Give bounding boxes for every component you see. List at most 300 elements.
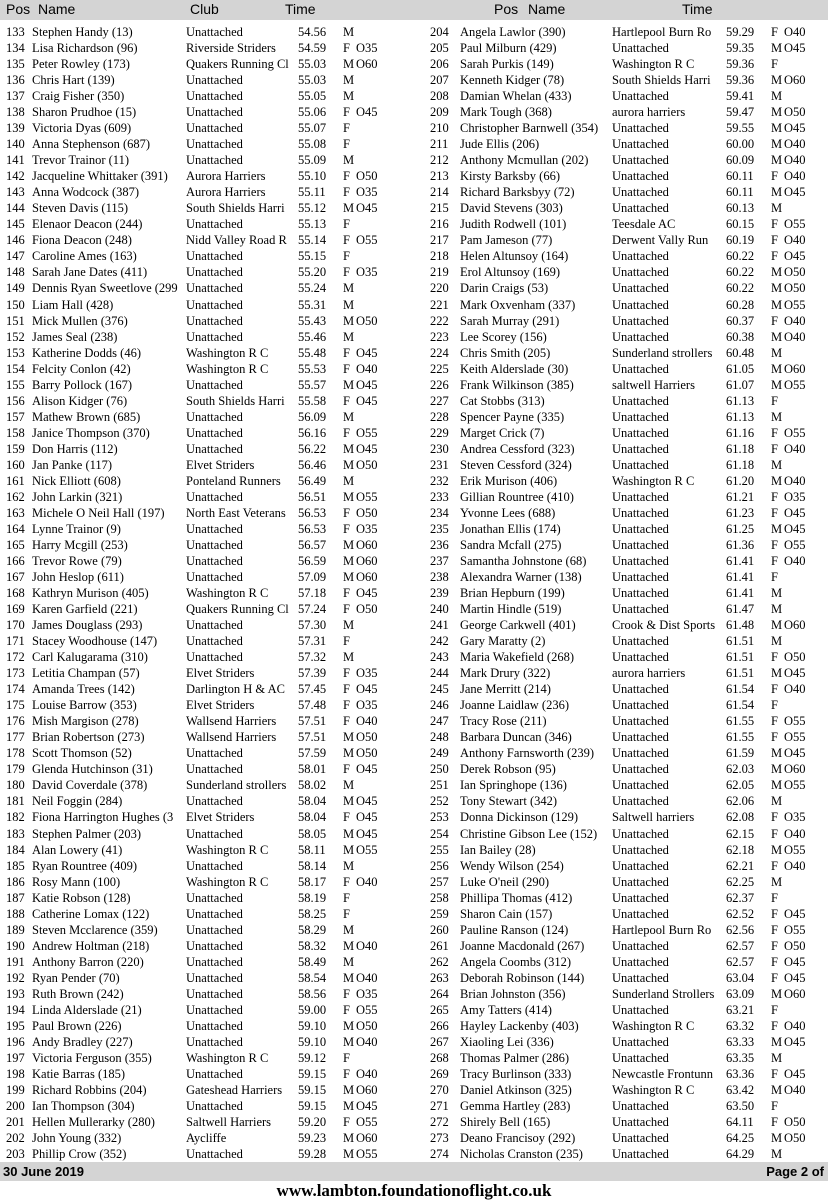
result-row — [6, 104, 396, 120]
result-pos: 217 — [430, 233, 449, 248]
result-row — [430, 537, 820, 553]
result-cat: O40 — [784, 233, 806, 248]
result-name: Glenda Hutchinson (31) — [32, 762, 153, 777]
result-time: 55.05 — [298, 89, 327, 104]
result-name: Derek Robson (95) — [460, 762, 556, 777]
result-cat: O40 — [784, 329, 806, 344]
result-time: 62.18 — [726, 842, 755, 857]
result-time: 62.03 — [726, 762, 755, 777]
result-row — [6, 88, 396, 104]
result-sex: F — [343, 345, 350, 360]
result-sex: M — [771, 842, 783, 857]
result-row — [430, 681, 820, 697]
result-row — [430, 377, 820, 393]
result-pos: 193 — [6, 986, 25, 1001]
result-row — [430, 970, 820, 986]
result-row — [6, 970, 396, 986]
result-pos: 144 — [6, 201, 25, 216]
result-row — [430, 633, 820, 649]
result-time: 58.56 — [298, 986, 327, 1001]
result-pos: 181 — [6, 794, 25, 809]
result-club: Unattached — [612, 586, 669, 601]
result-time: 56.53 — [298, 505, 327, 520]
result-name: Fiona Harrington Hughes (3 — [32, 810, 174, 825]
result-cat: O45 — [784, 666, 806, 681]
result-sex: M — [343, 489, 355, 504]
result-row — [430, 505, 820, 521]
result-row — [430, 248, 820, 264]
result-name: Christopher Barnwell (354) — [460, 121, 599, 136]
result-club: Unattached — [612, 698, 669, 713]
result-cat: O45 — [784, 185, 806, 200]
result-name: Damian Whelan (433) — [460, 89, 572, 104]
result-cat: O45 — [356, 345, 378, 360]
result-pos: 203 — [6, 1147, 25, 1162]
result-row — [6, 216, 396, 232]
result-club: Unattached — [186, 794, 243, 809]
result-cat: O50 — [784, 650, 806, 665]
result-time: 59.00 — [298, 1002, 327, 1017]
result-pos: 242 — [430, 634, 449, 649]
result-row — [430, 874, 820, 890]
result-row — [430, 216, 820, 232]
result-pos: 206 — [430, 57, 449, 72]
header-time: Time — [285, 1, 316, 17]
result-sex: M — [343, 650, 355, 665]
result-name: Katie Robson (128) — [32, 890, 131, 905]
result-club: Unattached — [186, 1099, 243, 1113]
result-time: 63.42 — [726, 1082, 755, 1097]
result-pos: 246 — [430, 698, 449, 713]
result-name: Pauline Ranson (124) — [460, 922, 569, 937]
result-name: Victoria Ferguson (355) — [32, 1050, 152, 1065]
result-sex: F — [771, 826, 778, 841]
result-sex: F — [771, 890, 778, 905]
result-time: 58.02 — [298, 778, 327, 793]
result-name: Tracy Rose (211) — [460, 714, 547, 729]
result-pos: 235 — [430, 521, 449, 536]
result-name: Andrew Holtman (218) — [32, 938, 150, 953]
result-club: Unattached — [186, 858, 243, 873]
result-pos: 211 — [430, 137, 449, 152]
result-pos: 220 — [430, 281, 449, 296]
result-pos: 253 — [430, 810, 449, 825]
result-pos: 167 — [6, 570, 25, 585]
result-sex: M — [771, 153, 783, 168]
result-pos: 139 — [6, 121, 25, 136]
result-row — [6, 745, 396, 761]
result-name: Jacqueline Whittaker (391) — [32, 169, 168, 184]
result-time: 61.51 — [726, 634, 755, 649]
result-club: Unattached — [186, 441, 243, 456]
result-time: 61.16 — [726, 425, 755, 440]
result-row — [6, 761, 396, 777]
result-time: 63.33 — [726, 1034, 755, 1049]
result-time: 62.37 — [726, 890, 755, 905]
result-club: Unattached — [612, 874, 669, 889]
footer-url[interactable]: www.lambton.foundationoflight.co.uk — [276, 1181, 552, 1200]
result-row — [430, 858, 820, 874]
result-club: Unattached — [186, 121, 243, 136]
result-pos: 141 — [6, 153, 25, 168]
result-pos: 137 — [6, 89, 25, 104]
result-pos: 269 — [430, 1066, 449, 1081]
result-sex: F — [343, 233, 350, 248]
result-cat: O35 — [784, 810, 806, 825]
result-cat: O45 — [356, 105, 378, 120]
result-time: 57.51 — [298, 730, 327, 745]
result-cat: O50 — [784, 105, 806, 120]
result-time: 55.14 — [298, 233, 327, 248]
result-row — [6, 1066, 396, 1082]
result-sex: M — [343, 201, 355, 216]
result-row — [6, 264, 396, 280]
result-sex: M — [343, 618, 355, 633]
result-sex: F — [771, 217, 778, 232]
result-sex: F — [771, 858, 778, 873]
result-cat: O40 — [784, 826, 806, 841]
result-time: 63.50 — [726, 1099, 755, 1113]
result-row — [430, 842, 820, 858]
result-club: Unattached — [186, 1002, 243, 1017]
result-sex: F — [771, 698, 778, 713]
result-cat: O50 — [356, 169, 378, 184]
result-cat: O35 — [356, 666, 378, 681]
result-row — [430, 569, 820, 585]
result-pos: 198 — [6, 1066, 25, 1081]
result-pos: 189 — [6, 922, 25, 937]
result-name: Mark Tough (368) — [460, 105, 552, 120]
result-row — [430, 1114, 820, 1130]
result-pos: 158 — [6, 425, 25, 440]
result-cat: O55 — [784, 425, 806, 440]
result-name: Sharon Cain (157) — [460, 906, 553, 921]
footer-page: Page 2 of — [766, 1164, 824, 1179]
result-pos: 191 — [6, 954, 25, 969]
result-sex: M — [771, 602, 783, 617]
result-pos: 166 — [6, 553, 25, 568]
result-cat: O40 — [784, 553, 806, 568]
result-club: Unattached — [612, 650, 669, 665]
result-time: 64.11 — [726, 1115, 754, 1130]
result-time: 58.04 — [298, 810, 327, 825]
result-name: Deborah Robinson (144) — [460, 970, 585, 985]
result-row — [430, 1050, 820, 1066]
result-cat: O45 — [784, 954, 806, 969]
result-pos: 174 — [6, 682, 25, 697]
result-name: Jane Merritt (214) — [460, 682, 551, 697]
result-name: Alexandra Warner (138) — [460, 570, 582, 585]
result-row — [430, 1002, 820, 1018]
result-time: 58.19 — [298, 890, 327, 905]
result-sex: M — [771, 778, 783, 793]
result-time: 61.41 — [726, 553, 755, 568]
result-club: Washington R C — [186, 1050, 269, 1065]
result-pos: 155 — [6, 377, 25, 392]
result-row — [430, 24, 820, 40]
result-pos: 196 — [6, 1034, 25, 1049]
result-name: Richard Robbins (204) — [32, 1082, 147, 1097]
result-cat: O50 — [784, 1131, 806, 1146]
result-cat: O60 — [356, 57, 378, 72]
result-club: Washington R C — [612, 473, 695, 488]
result-time: 60.48 — [726, 345, 755, 360]
result-pos: 216 — [430, 217, 449, 232]
result-sex: F — [343, 169, 350, 184]
result-time: 62.52 — [726, 906, 755, 921]
result-pos: 255 — [430, 842, 449, 857]
result-sex: F — [343, 393, 350, 408]
result-time: 61.21 — [726, 489, 755, 504]
result-time: 60.15 — [726, 217, 755, 232]
result-club: Unattached — [612, 1050, 669, 1065]
result-pos: 239 — [430, 586, 449, 601]
result-cat: O40 — [784, 169, 806, 184]
result-pos: 178 — [6, 746, 25, 761]
result-pos: 140 — [6, 137, 25, 152]
result-row — [6, 1002, 396, 1018]
result-club: Unattached — [186, 153, 243, 168]
result-row — [6, 986, 396, 1002]
result-cat: O45 — [356, 682, 378, 697]
result-row — [6, 280, 396, 296]
result-time: 59.35 — [726, 41, 755, 56]
result-sex: F — [343, 810, 350, 825]
result-sex: M — [343, 922, 355, 937]
result-name: Steven Mcclarence (359) — [32, 922, 158, 937]
result-club: Unattached — [186, 105, 243, 120]
result-time: 55.11 — [298, 185, 326, 200]
result-row — [430, 793, 820, 809]
result-row — [430, 809, 820, 825]
result-sex: M — [343, 473, 355, 488]
result-sex: M — [343, 794, 355, 809]
result-sex: M — [343, 826, 355, 841]
result-row — [430, 553, 820, 569]
result-pos: 150 — [6, 297, 25, 312]
result-sex: M — [771, 746, 783, 761]
result-row — [430, 890, 820, 906]
result-pos: 258 — [430, 890, 449, 905]
result-cat: O55 — [784, 217, 806, 232]
result-time: 59.29 — [726, 25, 755, 39]
result-club: Unattached — [186, 826, 243, 841]
result-sex: F — [343, 1115, 350, 1130]
result-time: 60.38 — [726, 329, 755, 344]
result-row — [430, 345, 820, 361]
result-pos: 134 — [6, 41, 25, 56]
result-name: Anna Stephenson (687) — [32, 137, 151, 152]
result-club: Unattached — [612, 858, 669, 873]
result-row — [430, 393, 820, 409]
result-pos: 213 — [430, 169, 449, 184]
result-club: Quakers Running Cl — [186, 57, 289, 72]
result-row — [6, 1146, 396, 1162]
result-time: 61.55 — [726, 730, 755, 745]
result-club: Unattached — [186, 746, 243, 761]
result-club: Unattached — [186, 1034, 243, 1049]
result-cat: O45 — [356, 201, 378, 216]
result-cat: O35 — [356, 986, 378, 1001]
result-sex: F — [343, 361, 350, 376]
result-club: Elvet Striders — [186, 810, 255, 825]
result-cat: O45 — [784, 521, 806, 536]
result-club: Gateshead Harriers — [186, 1082, 283, 1097]
result-sex: M — [343, 842, 355, 857]
result-name: James Seal (238) — [32, 329, 118, 344]
result-time: 57.48 — [298, 698, 327, 713]
result-name: Paul Milburn (429) — [460, 41, 557, 56]
result-name: Craig Fisher (350) — [32, 89, 125, 104]
result-pos: 162 — [6, 489, 25, 504]
result-sex: F — [771, 425, 778, 440]
result-cat: O50 — [356, 602, 378, 617]
result-cat: O40 — [356, 714, 378, 729]
result-pos: 212 — [430, 153, 449, 168]
result-row — [430, 361, 820, 377]
result-time: 57.59 — [298, 746, 327, 761]
result-sex: F — [343, 185, 350, 200]
result-time: 56.59 — [298, 553, 327, 568]
result-cat: O50 — [356, 730, 378, 745]
result-name: Ian Thompson (304) — [32, 1099, 135, 1113]
result-sex: M — [771, 361, 783, 376]
result-cat: O45 — [784, 249, 806, 264]
result-time: 60.13 — [726, 201, 755, 216]
result-name: Pam Jameson (77) — [460, 233, 553, 248]
result-time: 61.41 — [726, 586, 755, 601]
result-pos: 143 — [6, 185, 25, 200]
result-name: Barry Pollock (167) — [32, 377, 132, 392]
result-name: Sarah Murray (291) — [460, 313, 560, 328]
result-name: Kenneth Kidger (78) — [460, 73, 565, 88]
result-time: 55.58 — [298, 393, 327, 408]
result-cat: O35 — [356, 698, 378, 713]
result-pos: 182 — [6, 810, 25, 825]
result-sex: F — [343, 1066, 350, 1081]
result-name: Brian Johnston (356) — [460, 986, 566, 1001]
result-cat: O45 — [356, 377, 378, 392]
result-time: 56.51 — [298, 489, 327, 504]
result-cat: O55 — [356, 1002, 378, 1017]
result-pos: 268 — [430, 1050, 449, 1065]
result-club: Unattached — [612, 249, 669, 264]
result-cat: O50 — [356, 313, 378, 328]
result-pos: 194 — [6, 1002, 25, 1017]
result-row — [6, 793, 396, 809]
result-club: Sunderland strollers — [186, 778, 287, 793]
result-time: 56.22 — [298, 441, 327, 456]
result-sex: F — [343, 762, 350, 777]
result-pos: 204 — [430, 25, 449, 39]
result-pos: 183 — [6, 826, 25, 841]
result-club: Unattached — [186, 377, 243, 392]
result-time: 59.10 — [298, 1034, 327, 1049]
result-time: 63.21 — [726, 1002, 755, 1017]
result-sex: M — [771, 762, 783, 777]
result-name: Martin Hindle (519) — [460, 602, 562, 617]
result-club: Unattached — [612, 505, 669, 520]
result-cat: O50 — [784, 265, 806, 280]
result-pos: 229 — [430, 425, 449, 440]
result-sex: F — [343, 698, 350, 713]
result-name: Catherine Lomax (122) — [32, 906, 150, 921]
result-time: 57.39 — [298, 666, 327, 681]
result-row — [6, 425, 396, 441]
result-pos: 202 — [6, 1131, 25, 1146]
result-cat: O60 — [784, 73, 806, 88]
result-name: Phillipa Thomas (412) — [460, 890, 573, 905]
result-time: 61.55 — [726, 714, 755, 729]
result-sex: M — [771, 377, 783, 392]
result-club: Unattached — [186, 618, 243, 633]
result-time: 62.05 — [726, 778, 755, 793]
result-cat: O60 — [356, 537, 378, 552]
result-pos: 190 — [6, 938, 25, 953]
result-club: Unattached — [186, 922, 243, 937]
result-name: Xiaoling Lei (336) — [460, 1034, 554, 1049]
result-sex: F — [343, 217, 350, 232]
result-row — [430, 72, 820, 88]
result-name: Lisa Richardson (96) — [32, 41, 138, 56]
header-pos: Pos — [6, 1, 31, 17]
result-row — [6, 906, 396, 922]
result-cat: O40 — [784, 858, 806, 873]
result-sex: M — [343, 954, 355, 969]
result-time: 55.03 — [298, 57, 327, 72]
result-time: 57.45 — [298, 682, 327, 697]
result-time: 58.14 — [298, 858, 327, 873]
result-cat: O60 — [784, 361, 806, 376]
result-club: Saltwell harriers — [612, 810, 695, 825]
result-sex: M — [771, 457, 783, 472]
result-name: Ian Bailey (28) — [460, 842, 536, 857]
result-club: Unattached — [612, 1131, 669, 1146]
result-time: 61.41 — [726, 570, 755, 585]
result-club: Unattached — [186, 137, 243, 152]
result-name: George Carkwell (401) — [460, 618, 576, 633]
result-cat: O40 — [784, 25, 806, 39]
result-pos: 218 — [430, 249, 449, 264]
header-name: Name — [38, 1, 76, 17]
result-sex: M — [343, 746, 355, 761]
result-cat: O45 — [784, 970, 806, 985]
result-cat: O40 — [356, 361, 378, 376]
result-name: Felcity Conlon (42) — [32, 361, 131, 376]
result-time: 57.51 — [298, 714, 327, 729]
result-cat: O40 — [784, 153, 806, 168]
result-club: Washington R C — [186, 842, 269, 857]
result-club: Unattached — [186, 521, 243, 536]
result-time: 62.08 — [726, 810, 755, 825]
result-name: Anna Wodcock (387) — [32, 185, 140, 200]
result-cat: O35 — [784, 489, 806, 504]
result-name: John Heslop (611) — [32, 570, 124, 585]
result-name: Ryan Pender (70) — [32, 970, 120, 985]
result-time: 57.24 — [298, 602, 327, 617]
result-club: Unattached — [612, 1034, 669, 1049]
result-sex: M — [771, 297, 783, 312]
result-name: Karen Garfield (221) — [32, 602, 138, 617]
result-club: Unattached — [612, 842, 669, 857]
result-time: 57.09 — [298, 570, 327, 585]
header-club: Club — [190, 1, 219, 17]
result-club: Sunderland Strollers — [612, 986, 715, 1001]
result-club: Unattached — [186, 89, 243, 104]
result-pos: 138 — [6, 105, 25, 120]
result-pos: 147 — [6, 249, 25, 264]
result-time: 63.04 — [726, 970, 755, 985]
